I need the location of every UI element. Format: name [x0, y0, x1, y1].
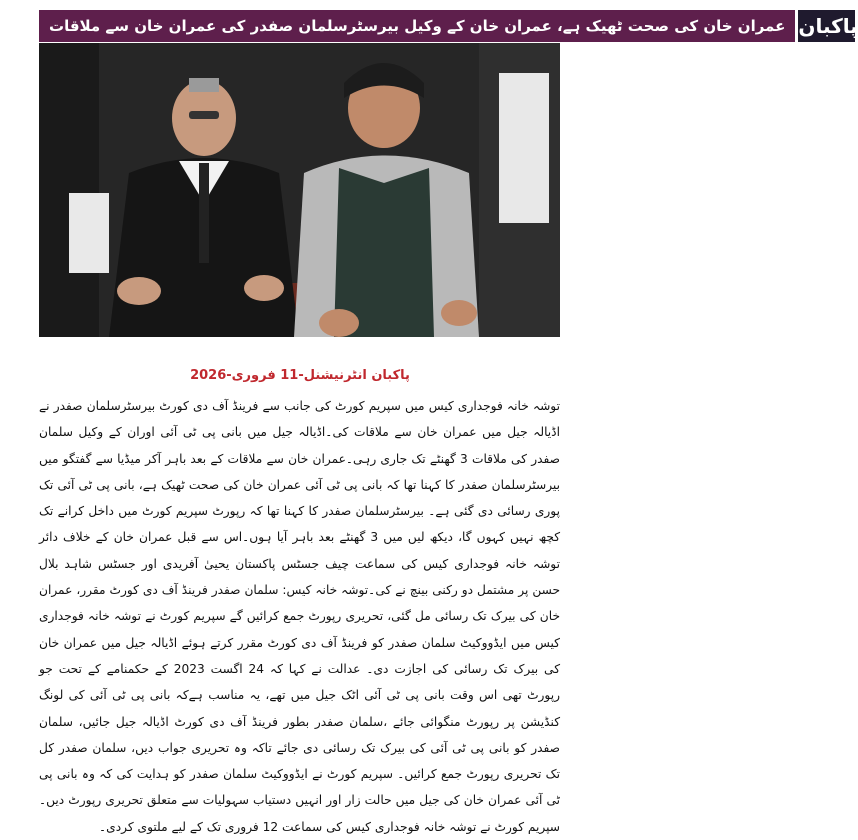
brand-logo[interactable]: پاکبان [795, 10, 855, 42]
headline: عمران خان کی صحت ٹھیک ہے، عمران خان کے وکیل بیرسٹرسلمان صفدر کی عمران خان سے ملاقات [39, 10, 795, 42]
photo-illustration [39, 43, 560, 337]
header-bar [39, 10, 858, 42]
article-photo [39, 43, 560, 337]
article-body: توشہ خانہ فوجداری کیس میں سپریم کورٹ کی جانب سے فرینڈ آف دی کورٹ بیرسٹرسلمان صفدر نے اڈیالہ جیل میں عمران خان سے ملاقات کی۔اڈیالہ جیل میں بانی پی ٹی آئی اوران کے وکیل سلمان صفدر کی ملاقات 3 گھنٹے تک جاری رہی۔عمران خان سے ملاقات کے بعد باہر آکر میڈیا سے گفتگو میں بیرسٹرسلمان صفدر کا کہنا تھا کہ بانی پی ٹی آئی عمران خان کی صحت ٹھیک ہے، بانی پی ٹی آئی تک پوری رسائی دی گئی ہے۔ بیرسٹرسلمان صفدر کا کہنا تھا کہ رپورٹ سپریم کورٹ میں داخل کرانے تک کچھ نہیں کہوں گا، دیکھ لیں میں 3 گھنٹے بعد باہر آیا ہوں۔اس سے قبل عمران خان کے خلاف دائر توشہ خانہ فوجداری کیس کی سماعت چیف جسٹس پاکستان یحییٰ آفریدی اور جسٹس شاہد بلال حسن پر مشتمل دو رکنی بینچ نے کی۔توشہ خانہ کیس: سلمان صفدر فرینڈ آف دی کورٹ مقرر، عمران خان کی بیرک تک رسائی مل گئی، تحریری رپورٹ جمع کرائیں گے سپریم کورٹ نے توشہ خانہ فوجداری کیس میں ایڈووکیٹ سلمان صفدر کو فرینڈ آف دی کورٹ مقرر کرتے ہوئے اڈیالہ جیل میں عمران خان کی بیرک تک رسائی کی اجازت دی۔ عدالت نے کہا کہ 24 اگست 2023 کے حکمنامے کے تحت جو رپورٹ تھی اس وقت بانی پی ٹی آئی اٹک جیل میں تھے، یہ مناسب ہےکہ بانی پی ٹی آئی کی لونگ کنڈیشن پر رپورٹ منگوائی جائے ،سلمان صفدر بطور فرینڈ آف دی کورٹ اڈیالہ جیل جائیں، سلمان صفدر کو بانی پی ٹی آئی کی بیرک تک رسائی دی جائے تاکہ وہ تحریری جواب دیں، سلمان صفدر کل تک تحریری رپورٹ جمع کرائیں۔ سپریم کورٹ نے ایڈووکیٹ سلمان صفدر کو ہدایت کی کہ وہ بانی پی ٹی آئی عمران خان کی جیل میں حالت زار اور انہیں دستیاب سہولیات سے متعلق تحریری رپورٹ دیں۔ سپریم کورٹ نے توشہ خانہ فوجداری کیس کی سماعت 12 فروری تک کے لیے ملتوی کردی۔ [39, 399, 560, 834]
dateline: پاکبان انٹرنیشنل-11 فروری-2026 [190, 368, 410, 383]
